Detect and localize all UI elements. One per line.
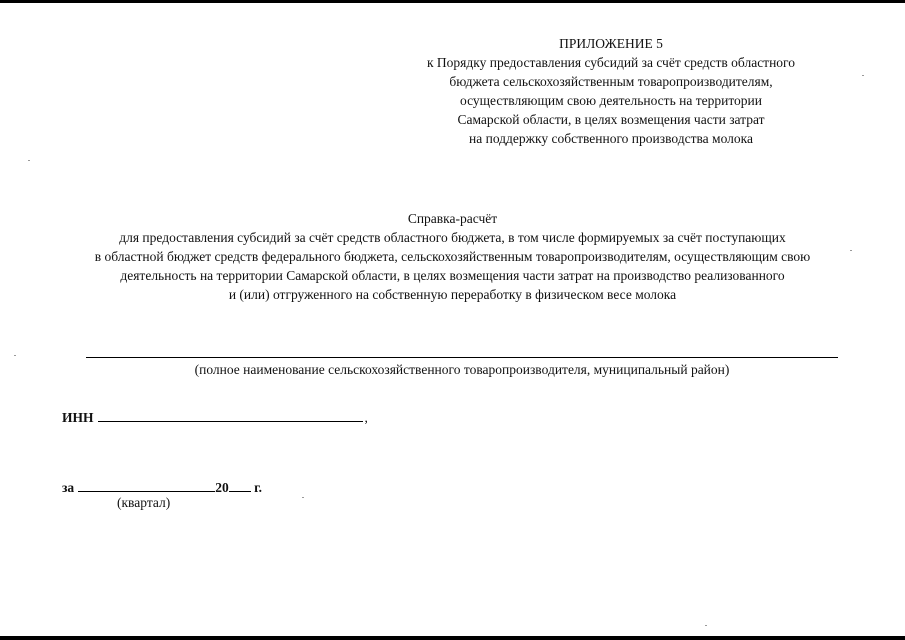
appendix-line: Самарской области, в целях возмещения части затрат (457, 112, 765, 127)
appendix-line: бюджета сельскохозяйственным товаропроизводителям, (449, 74, 773, 89)
appendix-header (396, 34, 826, 148)
scan-speck (705, 625, 707, 626)
quarter-caption: (квартал) (117, 495, 171, 510)
producer-name-caption: (полное наименование сельскохозяйственного товаропроизводителя, муниципальный район) (194, 362, 730, 377)
year-field[interactable] (229, 477, 251, 492)
year-suffix: г. (254, 480, 263, 495)
scan-speck (862, 75, 864, 76)
document-subtitle-line: для предоставления субсидий за счёт средств областного бюджета, в том числе формируемых за счёт поступающих (119, 230, 786, 245)
top-border (0, 0, 905, 3)
inn-field[interactable] (98, 407, 363, 422)
appendix-line: к Порядку предоставления субсидий за счёт средств областного (426, 55, 796, 70)
appendix-heading: ПРИЛОЖЕНИЕ 5 (559, 36, 663, 51)
bottom-border (0, 636, 905, 640)
inn-row (62, 407, 368, 427)
appendix-line: осуществляющим свою деятельность на территории (460, 93, 762, 108)
quarter-field[interactable] (78, 477, 215, 492)
document-subtitle-line: в областной бюджет средств федерального бюджета, сельскохозяйственным товаропроизводителям, осуществляющим свою (94, 249, 811, 264)
scan-speck (28, 160, 30, 161)
appendix-line: на поддержку собственного производства молока (469, 131, 753, 146)
period-prefix: за (62, 480, 75, 495)
document-title: Справка-расчёт (407, 211, 498, 226)
document-subtitle-line: и (или) отгруженного на собственную переработку в физическом весе молока (228, 287, 677, 302)
inn-comma: , (364, 410, 368, 425)
document-subtitle-line: деятельность на территории Самарской области, в целях возмещения части затрат на производство реализованного (120, 268, 785, 283)
producer-name-field[interactable] (86, 357, 838, 358)
scan-speck (302, 497, 304, 498)
inn-label: ИНН (62, 410, 94, 425)
document-title-block (40, 209, 865, 304)
scan-speck (14, 355, 16, 356)
scan-speck (850, 250, 852, 251)
year-prefix: 20 (215, 480, 229, 495)
